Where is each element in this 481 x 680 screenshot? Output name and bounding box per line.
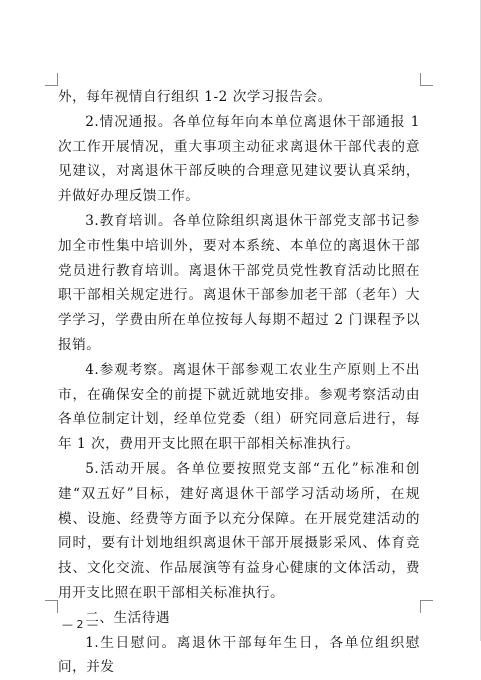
page-number: — 2 — [62, 618, 98, 631]
paragraph-continuation: 外，每年视情自行组织 1-2 次学习报告会。 [58, 89, 332, 105]
crop-mark-top-right [420, 73, 433, 86]
paragraph-birthday-visits: 1.生日慰问。离退休干部每年生日，各单位组织慰问，并发 [58, 634, 420, 676]
crop-mark-top-left [45, 73, 58, 86]
body-text [58, 85, 420, 680]
paragraph-visits: 4.参观考察。离退休干部参观工农业生产原则上不出市，在确保安全的前提下就近就地安排。参观考察活动由各单位制定计划，经单位党委（组）研究同意后进行，每年 1 次，费用开支比照在职干部相关标准执行。 [58, 361, 420, 453]
paragraph-situation-report: 2.情况通报。各单位每年向本单位离退休干部通报 1 次工作开展情况，重大事项主动征求离退休干部代表的意见建议，对离退休干部反映的合理意见建议要认真采纳，并做好办理反馈工作。 [58, 113, 420, 205]
crop-mark-bottom-left [45, 600, 58, 613]
paragraph-activities: 5.活动开展。各单位要按照党支部“五化”标准和创建“双五好”目标，建好离退休干部学习活动场所，在规模、设施、经费等方面予以充分保障。在开展党建活动的同时，要有计划地组织离退休干部开展摄影采风、体育竞技、文化交流、作品展演等有益身心健康的文体活动，费用开支比照在职干部相关标准执行。 [58, 460, 420, 601]
paragraph-education-training: 3.教育培训。各单位除组织离退休干部党支部书记参加全市性集中培训外，要对本系统、本单位的离退休干部党员进行教育培训。离退休干部党员党性教育活动比照在职干部相关规定进行。离退休干部参加老干部（老年）大学学习，学费由所在单位按每人每期不超过 2 门课程予以报销。 [58, 212, 420, 353]
section-heading-living-benefits: 二、生活待遇 [85, 609, 171, 626]
crop-mark-bottom-right [420, 600, 433, 613]
